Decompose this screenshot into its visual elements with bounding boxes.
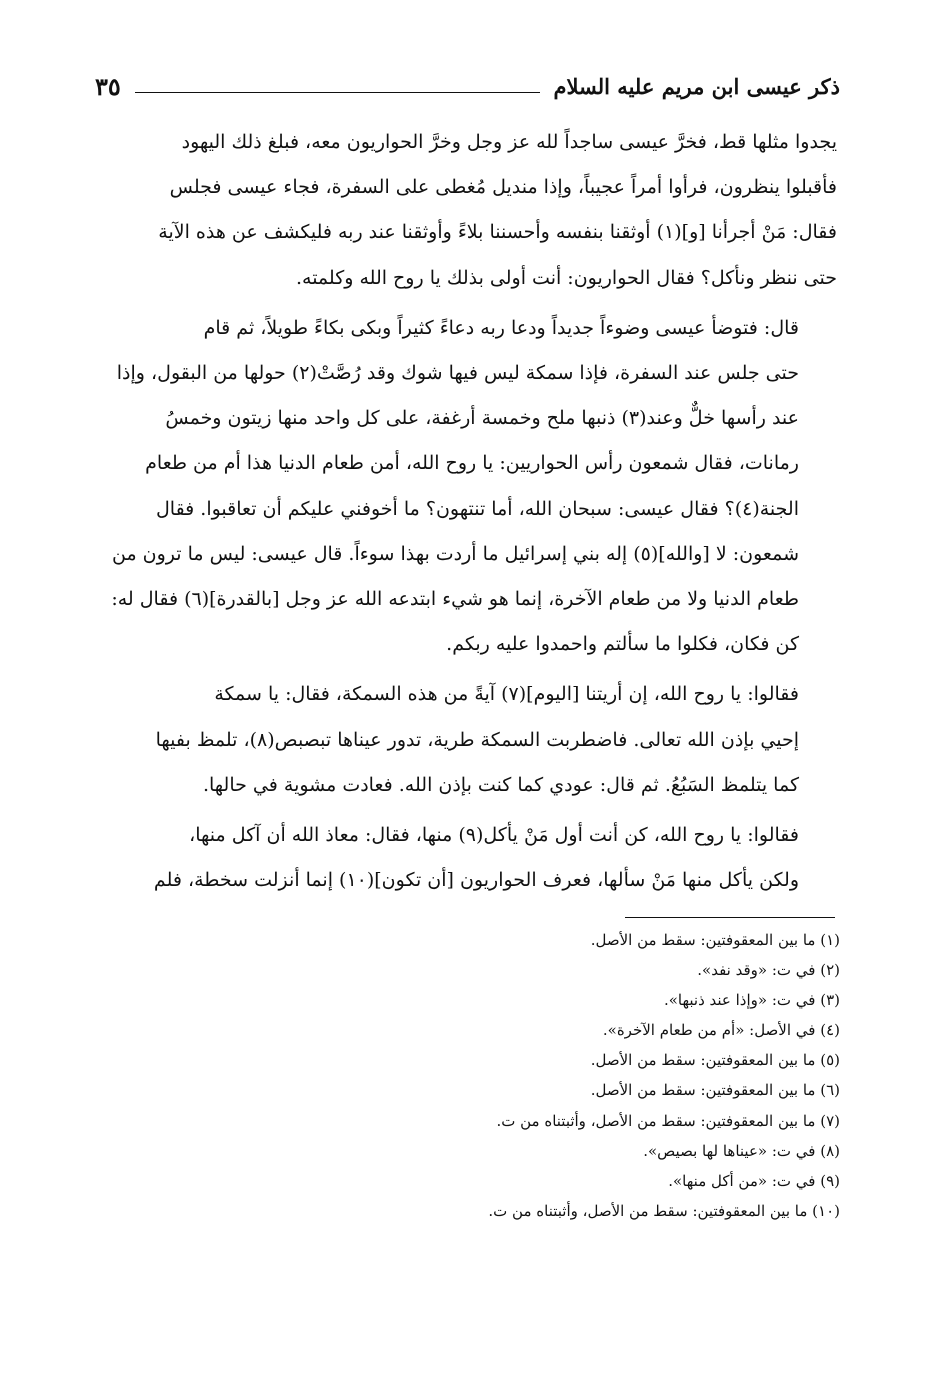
text-line: فقالوا: يا روح الله، إن أريتنا [اليوم](٧) آيةً من هذه السمكة، فقال: يا سمكة — [214, 683, 799, 706]
paragraph — [95, 120, 837, 301]
footnote: (٦) ما بين المعقوفتين: سقط من الأصل. — [590, 1081, 840, 1100]
text-line: طعام الدنيا ولا من طعام الآخرة، إنما هو شيء ابتدعه الله عز وجل [بالقدرة](٦) فقال له: — [111, 588, 799, 611]
header-rule — [135, 92, 540, 93]
text-line: كن فكان، فكلوا ما سألتم واحمدوا عليه ربكم. — [446, 633, 799, 656]
page-number: ٣٥ — [95, 71, 121, 101]
paragraph — [95, 306, 837, 668]
footnote: (٤) في الأصل: «أم من طعام الآخرة». — [602, 1021, 840, 1040]
text-line: ولكن يأكل منها مَنْ سألها، فعرف الحواريون [أن تكون](١٠) إنما أنزلت سخطة، فلم — [153, 869, 799, 892]
footnote: (٢) في ت: «وقد نفد». — [697, 961, 840, 980]
footnote-separator — [625, 917, 835, 918]
main-text — [95, 120, 837, 908]
text-line: شمعون: لا [والله](٥) إله بني إسرائيل ما أردت بهذا سوءاً. قال عيسى: ليس ما ترون من — [112, 542, 799, 565]
text-line: الجنة(٤)؟ فقال عيسى: سبحان الله، أما تنتهون؟ ما أخوفني عليكم أن تعاقبوا. فقال — [155, 497, 799, 520]
footnote: (١) ما بين المعقوفتين: سقط من الأصل. — [590, 931, 840, 949]
text-line: إحيي بإذن الله تعالى. فاضطربت السمكة طرية، تدور عيناها تبصبص(٨)، تلمظ بفيها — [155, 728, 799, 751]
running-title: ذكر عيسى ابن مريم عليه السلام — [553, 73, 840, 99]
footnote: (٨) في ت: «عيناها لها بصيص». — [643, 1141, 840, 1160]
text-line: فأقبلوا ينظرون، فرأوا أمراً عجيباً، وإذا منديل مُغطى على السفرة، فجاء عيسى فجلس — [169, 176, 837, 199]
text-line: كما يتلمظ السَبُعُ. ثم قال: عودي كما كنت بإذن الله. فعادت مشوية في حالها. — [202, 773, 799, 796]
page-header — [95, 66, 840, 106]
text-line: يجدوا مثلها قط، فخرَّ عيسى ساجداً لله عز وجل وخرَّ الحواريون معه، فبلغ ذلك اليهود — [181, 131, 837, 153]
footnote: (١٠) ما بين المعقوفتين: سقط من الأصل، وأثبتناه من ت. — [488, 1201, 840, 1220]
footnote: (٣) في ت: «وإذا عند ذنبها». — [663, 991, 840, 1010]
text-line: عند رأسها خلٌّ وعند(٣) ذنبها ملح وخمسة أرغفة، على كل واحد منها زيتون وخمسُ — [165, 407, 799, 430]
footnote: (٥) ما بين المعقوفتين: سقط من الأصل. — [590, 1051, 840, 1070]
text-line: قال: فتوضأ عيسى وضوءاً جديداً ودعا ربه دعاءً كثيراً وبكى بكاءً طويلاً، ثم قام — [203, 316, 799, 339]
text-line: رمانات، فقال شمعون رأس الحواريين: يا روح الله، أمن طعام الدنيا هذا أم من طعام — [145, 452, 799, 475]
text-line: حتى ننظر ونأكل؟ فقال الحواريون: أنت أولى بذلك يا روح الله وكلمته. — [295, 266, 837, 289]
text-line: فقال: مَنْ أجرأنا [و](١) أوثقنا بنفسه وأحسننا بلاءً وأوثقنا عند ربه فليكشف عن هذه الآية — [158, 221, 837, 244]
text-line: حتى جلس عند السفرة، فإذا سمكة ليس فيها شوك وقد رُصَّتْ(٢) حولها من البقول، وإذا — [116, 362, 799, 385]
paragraph — [95, 813, 837, 903]
paragraph — [95, 672, 837, 808]
text-line: فقالوا: يا روح الله، كن أنت أول مَنْ يأكل(٩) منها، فقال: معاذ الله أن آكل منها، — [189, 824, 799, 847]
footnote: (٩) في ت: «من أكل منها». — [668, 1171, 840, 1190]
footnote: (٧) ما بين المعقوفتين: سقط من الأصل، وأثبتناه من ت. — [496, 1111, 840, 1130]
footnotes — [300, 925, 840, 1226]
